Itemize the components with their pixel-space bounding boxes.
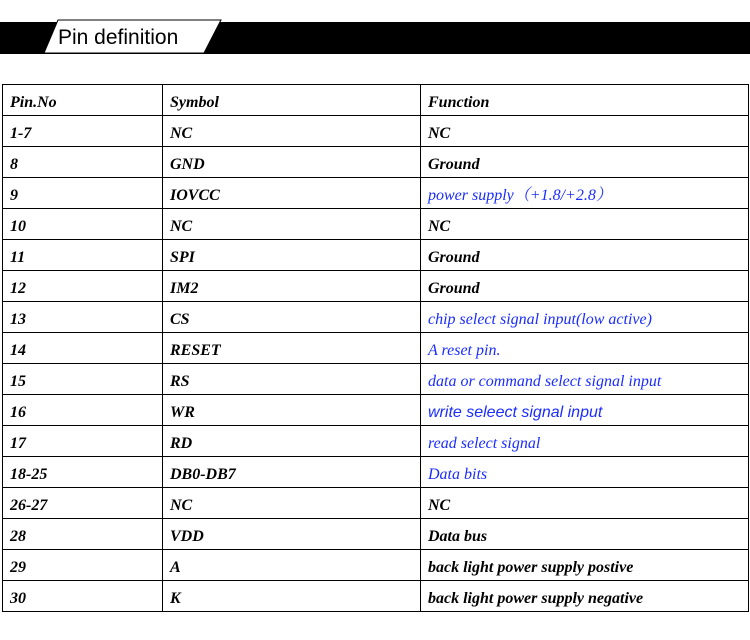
section-title: Pin definition	[58, 26, 179, 49]
symbol-cell: K	[163, 581, 421, 612]
pin-number-cell: 12	[3, 271, 163, 302]
table-row	[3, 395, 749, 426]
symbol-cell: NC	[163, 488, 421, 519]
function-cell: A reset pin.	[421, 333, 749, 364]
header-pin-no: Pin.No	[3, 85, 163, 116]
table-row	[3, 147, 749, 178]
pin-number-cell: 14	[3, 333, 163, 364]
function-cell: Ground	[421, 271, 749, 302]
pin-number-cell: 29	[3, 550, 163, 581]
table-row	[3, 271, 749, 302]
function-cell: write seleect signal input	[421, 395, 749, 426]
symbol-cell: CS	[163, 302, 421, 333]
pin-number-cell: 30	[3, 581, 163, 612]
pin-number-cell: 17	[3, 426, 163, 457]
header-function: Function	[421, 85, 749, 116]
pin-definition-table	[2, 84, 749, 612]
pin-rows	[3, 116, 749, 612]
pin-number-cell: 9	[3, 178, 163, 209]
pin-number-cell: 15	[3, 364, 163, 395]
section-banner-tab	[44, 18, 222, 54]
symbol-cell: SPI	[163, 240, 421, 271]
symbol-cell: WR	[163, 395, 421, 426]
pin-number-cell: 18-25	[3, 457, 163, 488]
pin-number-cell: 28	[3, 519, 163, 550]
table-row	[3, 116, 749, 147]
symbol-cell: GND	[163, 147, 421, 178]
pin-number-cell: 11	[3, 240, 163, 271]
table-row	[3, 519, 749, 550]
pin-number-cell: 1-7	[3, 116, 163, 147]
table-row	[3, 426, 749, 457]
symbol-cell: NC	[163, 116, 421, 147]
function-cell: Ground	[421, 240, 749, 271]
table-row	[3, 488, 749, 519]
function-cell: NC	[421, 116, 749, 147]
pin-number-cell: 8	[3, 147, 163, 178]
function-cell: read select signal	[421, 426, 749, 457]
table-row	[3, 457, 749, 488]
symbol-cell: A	[163, 550, 421, 581]
function-cell: NC	[421, 488, 749, 519]
table-row	[3, 302, 749, 333]
table-row	[3, 333, 749, 364]
function-cell: data or command select signal input	[421, 364, 749, 395]
symbol-cell: DB0-DB7	[163, 457, 421, 488]
function-cell: NC	[421, 209, 749, 240]
table-row	[3, 550, 749, 581]
table-row	[3, 581, 749, 612]
table-row	[3, 209, 749, 240]
table-header-row	[3, 85, 749, 116]
function-cell: Ground	[421, 147, 749, 178]
table-row	[3, 240, 749, 271]
function-cell: power supply（+1.8/+2.8）	[421, 178, 749, 209]
function-cell: back light power supply postive	[421, 550, 749, 581]
table-row	[3, 178, 749, 209]
symbol-cell: VDD	[163, 519, 421, 550]
symbol-cell: IM2	[163, 271, 421, 302]
pin-number-cell: 26-27	[3, 488, 163, 519]
function-cell: Data bits	[421, 457, 749, 488]
symbol-cell: RS	[163, 364, 421, 395]
table-row	[3, 364, 749, 395]
symbol-cell: RESET	[163, 333, 421, 364]
pin-number-cell: 10	[3, 209, 163, 240]
function-cell: back light power supply negative	[421, 581, 749, 612]
pin-number-cell: 13	[3, 302, 163, 333]
header-symbol: Symbol	[163, 85, 421, 116]
function-cell: Data bus	[421, 519, 749, 550]
symbol-cell: RD	[163, 426, 421, 457]
symbol-cell: NC	[163, 209, 421, 240]
symbol-cell: IOVCC	[163, 178, 421, 209]
pin-number-cell: 16	[3, 395, 163, 426]
function-cell: chip select signal input(low active)	[421, 302, 749, 333]
